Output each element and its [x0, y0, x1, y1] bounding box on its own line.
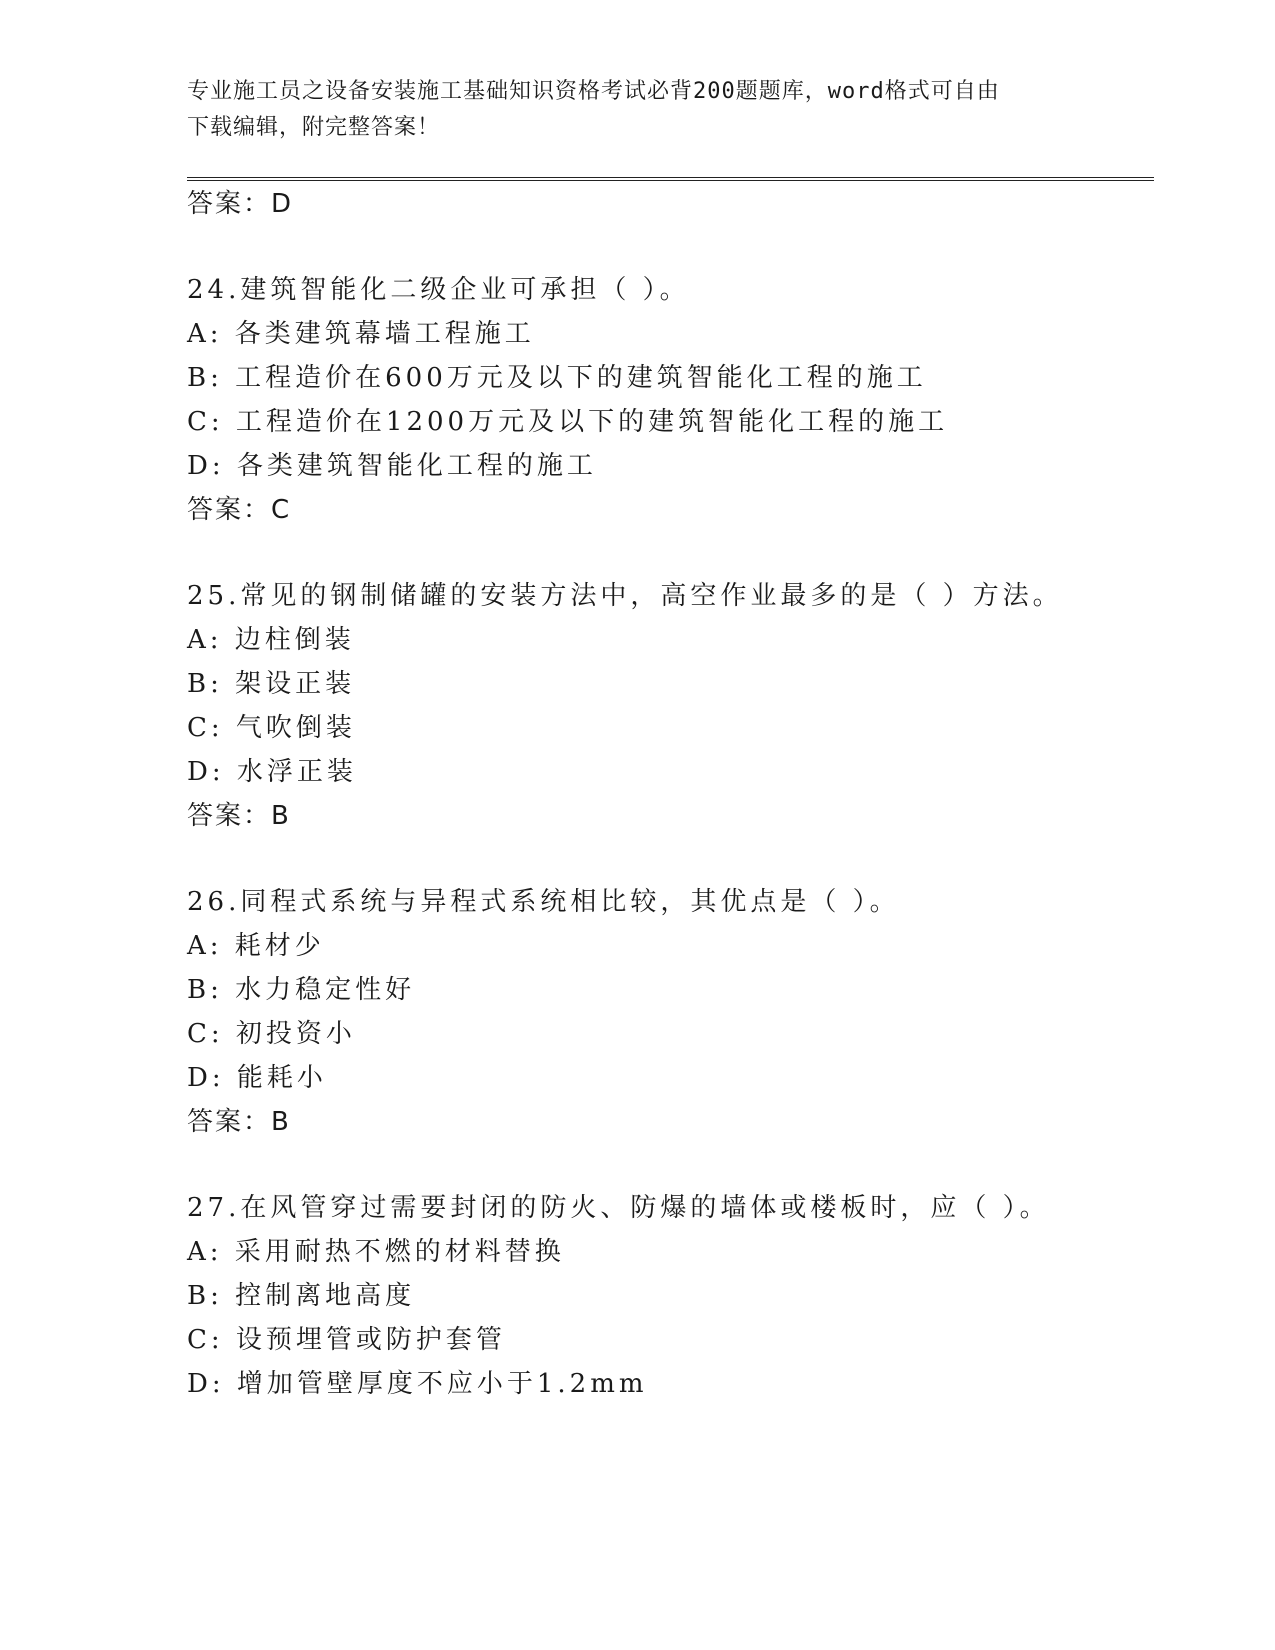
question-26-answer: 答案：B: [187, 1107, 291, 1137]
question-27-option-d: D: 增加管壁厚度不应小于1.2mm: [187, 1369, 648, 1399]
question-27-option-c: C: 设预埋管或防护套管: [187, 1325, 506, 1355]
question-27-option-a: A: 采用耐热不燃的材料替换: [187, 1237, 565, 1267]
question-25-answer: 答案：B: [187, 801, 291, 831]
question-25-option-a: A: 边柱倒装: [187, 625, 355, 655]
question-26-option-d: D: 能耗小: [187, 1063, 327, 1093]
question-25-option-b: B: 架设正装: [187, 669, 356, 699]
question-24-option-d: D: 各类建筑智能化工程的施工: [187, 451, 597, 481]
question-24-option-a: A: 各类建筑幕墙工程施工: [187, 319, 535, 349]
question-24-option-b: B: 工程造价在600万元及以下的建筑智能化工程的施工: [187, 363, 927, 393]
header-line-1: 专业施工员之设备安装施工基础知识资格考试必背200题题库，word格式可自由: [187, 79, 1000, 104]
header-divider: [187, 177, 1154, 181]
question-26-stem: 26.同程式系统与异程式系统相比较，其优点是（ ）。: [187, 887, 900, 917]
question-27-option-b: B: 控制离地高度: [187, 1281, 416, 1311]
question-26-option-c: C: 初投资小: [187, 1019, 356, 1049]
question-26-option-b: B: 水力稳定性好: [187, 975, 416, 1005]
question-25-option-c: C: 气吹倒装: [187, 713, 356, 743]
question-24-answer: 答案：C: [187, 495, 292, 525]
header-line-2: 下载编辑，附完整答案！: [187, 115, 441, 140]
question-26-option-a: A: 耗材少: [187, 931, 325, 961]
question-27-stem: 27.在风管穿过需要封闭的防火、防爆的墙体或楼板时，应（ ）。: [187, 1193, 1050, 1223]
question-24-stem: 24.建筑智能化二级企业可承担（ ）。: [187, 275, 690, 305]
previous-answer: 答案：D: [187, 189, 294, 219]
question-25-option-d: D: 水浮正装: [187, 757, 357, 787]
question-25-stem: 25.常见的钢制储罐的安装方法中，高空作业最多的是（ ）方法。: [187, 581, 1063, 611]
question-24-option-c: C: 工程造价在1200万元及以下的建筑智能化工程的施工: [187, 407, 949, 437]
document-header: [187, 74, 1087, 146]
